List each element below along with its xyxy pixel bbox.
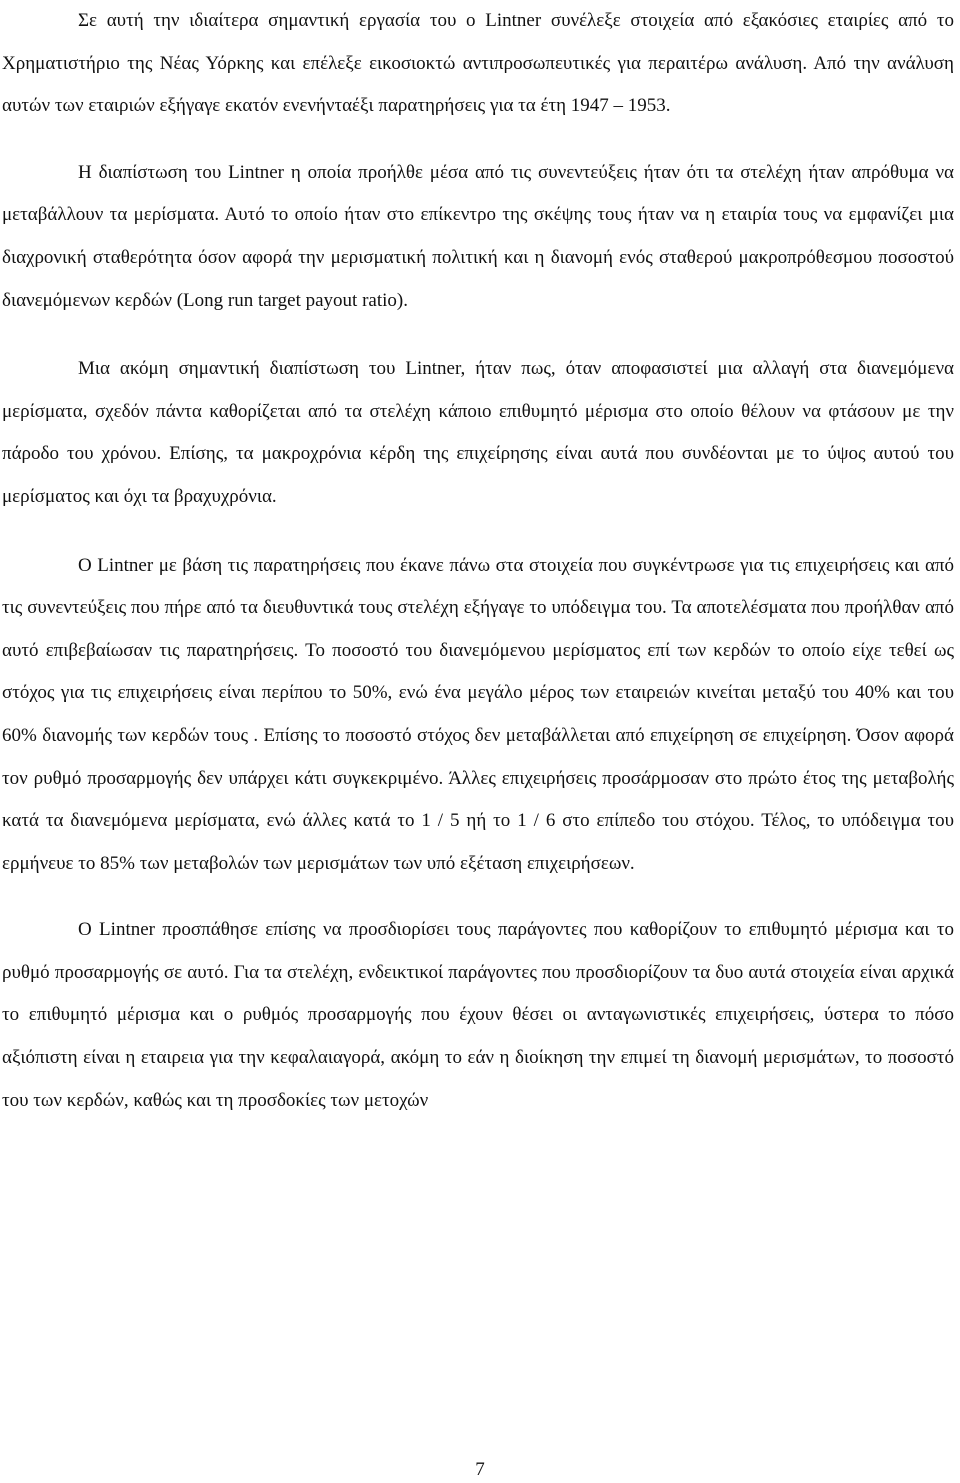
paragraph-3: Μια ακόμη σημαντική διαπίστωση του Lintner, ήταν πως, όταν αποφασιστεί μια αλλαγή στα διανεμόμενα μερίσματα, σχεδόν πάντα καθορίζεται από τα στελέχη κάποιο επιθυμητό μέρισμα στο οποίο θέλουν να φτάσουν με την πάροδο του χρόνου. Επίσης, τα μακροχρόνια κέρδη της επιχείρησης είναι αυτά που συνδέονται με το ύψος αυτού του μερίσματος και όχι τα βραχυχρόνια. <box>2 358 954 507</box>
page-number: 7 <box>475 1459 485 1480</box>
paragraph-1: Σε αυτή την ιδιαίτερα σημαντική εργασία του ο Lintner συνέλεξε στοιχεία από εξακόσιες εταιρίες από το Χρηματιστήριο της Νέας Υόρκης και επέλεξε εικοσιοκτώ αντιπροσωπευτικές για περαιτέρω ανάλυση. Από την ανάλυση αυτών των εταιριών εξήγαγε εκατόν ενενήνταέξι παρατηρήσεις για τα έτη 1947 – 1953. <box>2 10 954 117</box>
paragraph-4: Ο Lіntner με βάση τις παρατηρήσεις που έκανε πάνω στα στοιχεία που συγκέντρωσε για τις επιχειρήσεις και από τις συνεντεύξεις που πήρε από τα διευθυντικά τους στελέχη εξήγαγε το υπόδειγμα του. Τα αποτελέσματα που προήλθαν από αυτό επιβεβαίωσαν τις παρατηρήσεις. Το ποσοστό του διανεμόμενου μερίσματος επί των κερδών το οποίο είχε τεθεί ως στόχος για τις επιχειρήσεις είναι περίπου το 50%, ενώ ένα μεγάλο μέρος των εταιρειών κινείται μεταξύ του 40% και του 60% διανομής των κερδών τους . Επίσης το ποσοστό στόχος δεν μεταβάλλεται από επιχείρηση σε επιχείρηση. Όσον αφορά τον ρυθμό προσαρμογής δεν υπάρχει κάτι συγκεκριμένο. Άλλες επιχειρήσεις προσάρμοσαν στο πρώτο έτος της μεταβολής κατά τα διανεμόμενα μερίσματα, ενώ άλλες κατά το 1 / 5 ηή το 1 / 6 στο επίπεδο του στόχου. Τέλος, το υπόδειγμα του ερμήνευε το 85% των μεταβολών των μερισμάτων των υπό εξέταση επιχειρήσεων. <box>2 554 954 874</box>
paragraph-5: Ο Lintner προσπάθησε επίσης να προσδιορίσει τους παράγοντες που καθορίζουν το επιθυμητό μέρισμα και το ρυθμό προσαρμογής σε αυτό. Για τα στελέχη, ενδεικτικοί παράγοντες που προσδιορίζουν τα δυο αυτά στοιχεία είναι αρχικά το επιθυμητό μέρισμα και ο ρυθμός προσαρμογής που έχουν θέσει οι ανταγωνιστικές επιχειρήσεις, ύστερα το πόσο αξιόπιστη είναι η εταιρεια για την κεφαλαιαγορά, ακόμη το εάν η διοίκηση την επιμεί τη διανομή μερισμάτων, το ποσοστό του των κερδών, καθώς και τη προσδοκίες των μετοχών <box>2 919 954 1111</box>
paragraph-2: Η διαπίστωση του Lintner η οποία προήλθε μέσα από τις συνεντεύξεις ήταν ότι τα στελέχη ήταν απρόθυμα να μεταβάλλουν τα μερίσματα. Αυτό το οποίο ήταν στο επίκεντρο της σκέψης τους ήταν να η εταιρία τους να εμφανίζει μια διαχρονική σταθερότητα όσον αφορά την μερισματική πολιτική και η διανομή ενός σταθερού μακροπρόθεσμου ποσοστού διανεμόμενων κερδών (Long run target payout ratio). <box>2 161 954 311</box>
document-body <box>2 0 954 1122</box>
